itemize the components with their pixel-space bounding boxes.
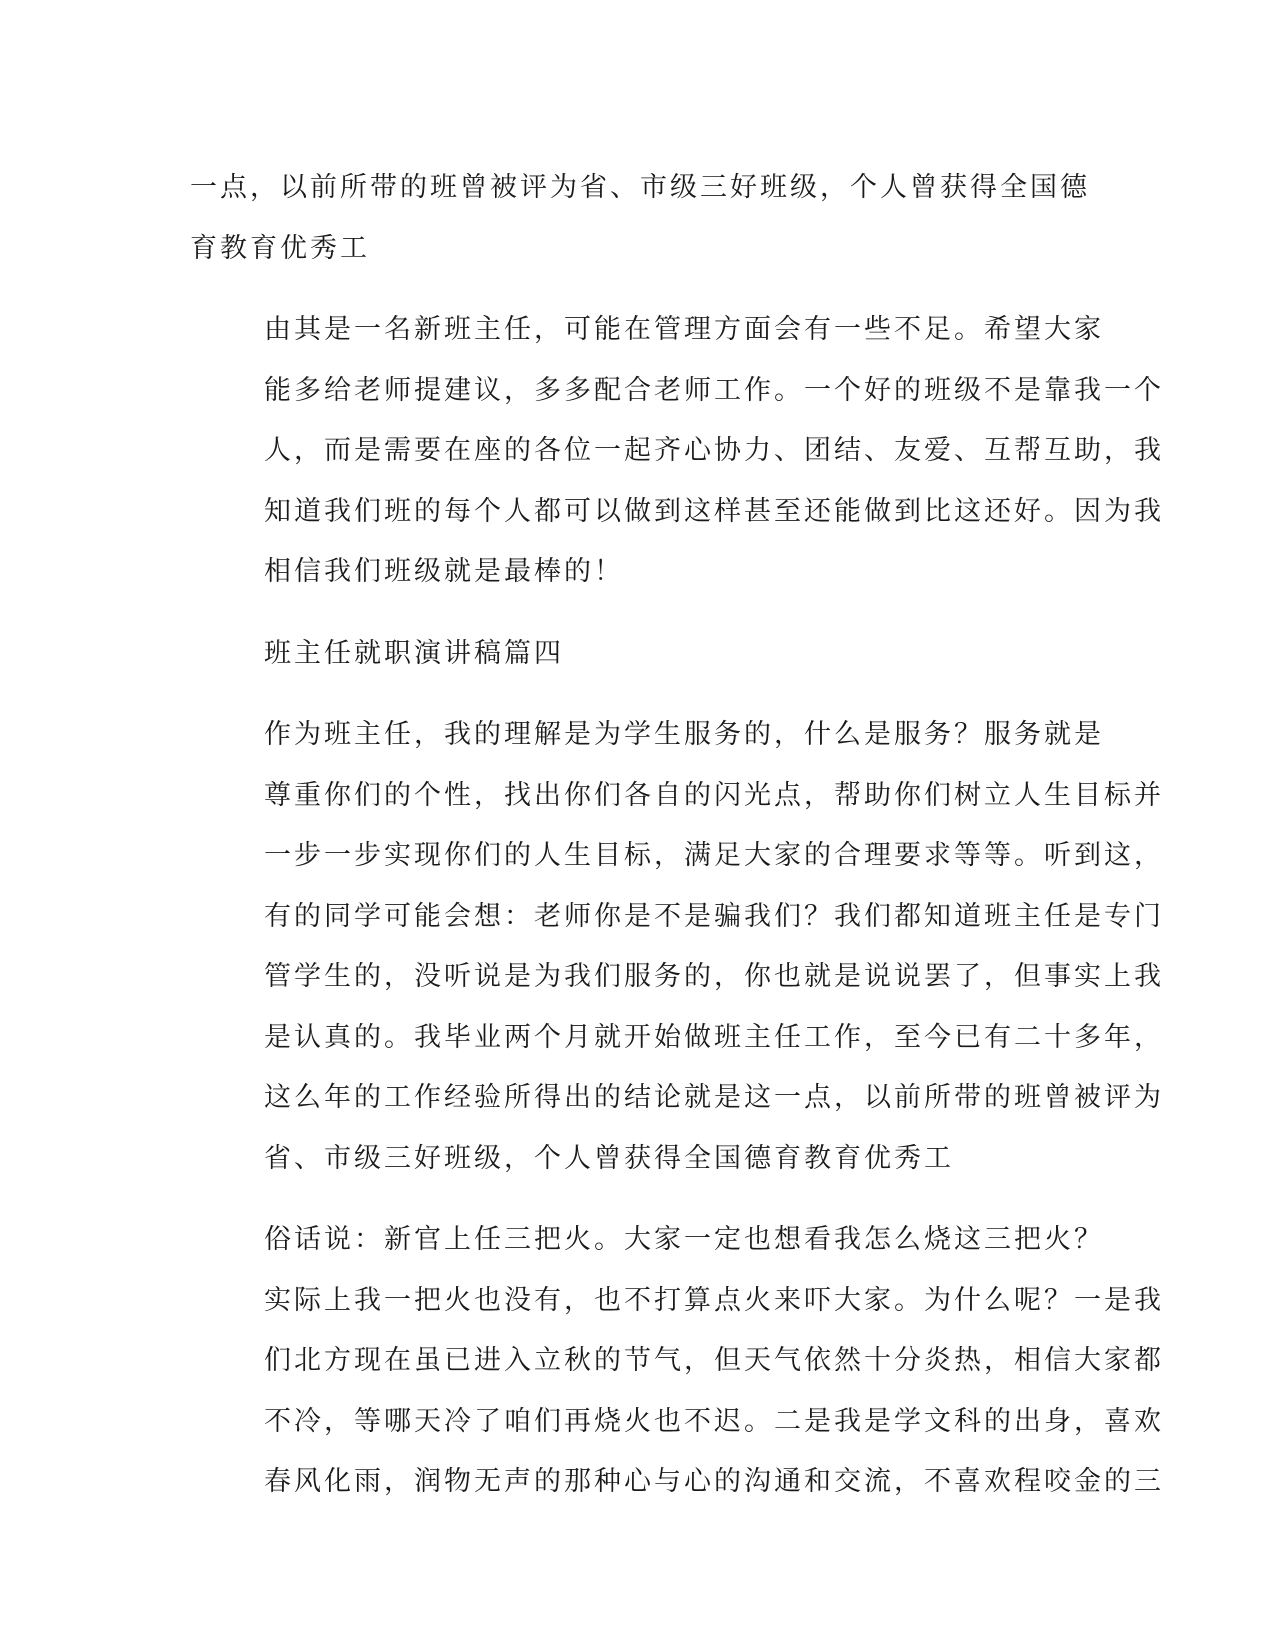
paragraph-4 (190, 1210, 1164, 1513)
text-line: 育教育优秀工 (190, 232, 370, 264)
text-line: 们北方现在虽已进入立秋的节气，但天气依然十分炎热，相信大家都 (264, 1345, 1164, 1376)
text-line: 实际上我一把火也没有，也不打算点火来吓大家。为什么呢？一是我 (264, 1284, 1164, 1316)
paragraph-1 (190, 158, 1090, 279)
text-line: 一点，以前所带的班曾被评为省、市级三好班级，个人曾获得全国德 (190, 172, 1090, 203)
text-line: 知道我们班的每个人都可以做到这样甚至还能做到比这还好。因为我 (264, 495, 1164, 527)
paragraph-3 (190, 705, 1164, 1189)
text-line: 人，而是需要在座的各位一起齐心协力、团结、友爱、互帮互助，我 (264, 435, 1164, 466)
text-line: 一步一步实现你们的人生目标，满足大家的合理要求等等。听到这， (264, 840, 1164, 871)
text-line: 作为班主任，我的理解是为学生服务的，什么是服务？服务就是 (264, 719, 1104, 750)
text-line: 不冷，等哪天冷了咱们再烧火也不迟。二是我是学文科的出身，喜欢 (264, 1405, 1164, 1437)
heading-text: 班主任就职演讲稿篇四 (264, 637, 564, 669)
text-line: 能多给老师提建议，多多配合老师工作。一个好的班级不是靠我一个 (264, 374, 1164, 406)
text-line: 有的同学可能会想：老师你是不是骗我们？我们都知道班主任是专门 (264, 900, 1164, 932)
text-line: 俗话说：新官上任三把火。大家一定也想看我怎么烧这三把火？ (264, 1224, 1104, 1255)
text-line: 这么年的工作经验所得出的结论就是这一点，以前所带的班曾被评为 (264, 1082, 1164, 1113)
text-line: 由其是一名新班主任，可能在管理方面会有一些不足。希望大家 (264, 314, 1104, 345)
text-line: 尊重你们的个性，找出你们各自的闪光点，帮助你们树立人生目标并 (264, 779, 1164, 811)
text-line: 相信我们班级就是最棒的！ (264, 556, 624, 587)
text-line: 春风化雨，润物无声的那种心与心的沟通和交流，不喜欢程咬金的三 (264, 1466, 1164, 1497)
text-line: 管学生的，没听说是为我们服务的，你也就是说说罢了，但事实上我 (264, 961, 1164, 992)
text-line: 省、市级三好班级，个人曾获得全国德育教育优秀工 (264, 1142, 954, 1174)
text-line: 是认真的。我毕业两个月就开始做班主任工作，至今已有二十多年， (264, 1021, 1164, 1053)
section-heading (190, 624, 1080, 685)
paragraph-2 (190, 300, 1164, 603)
document-body (190, 158, 1164, 1534)
